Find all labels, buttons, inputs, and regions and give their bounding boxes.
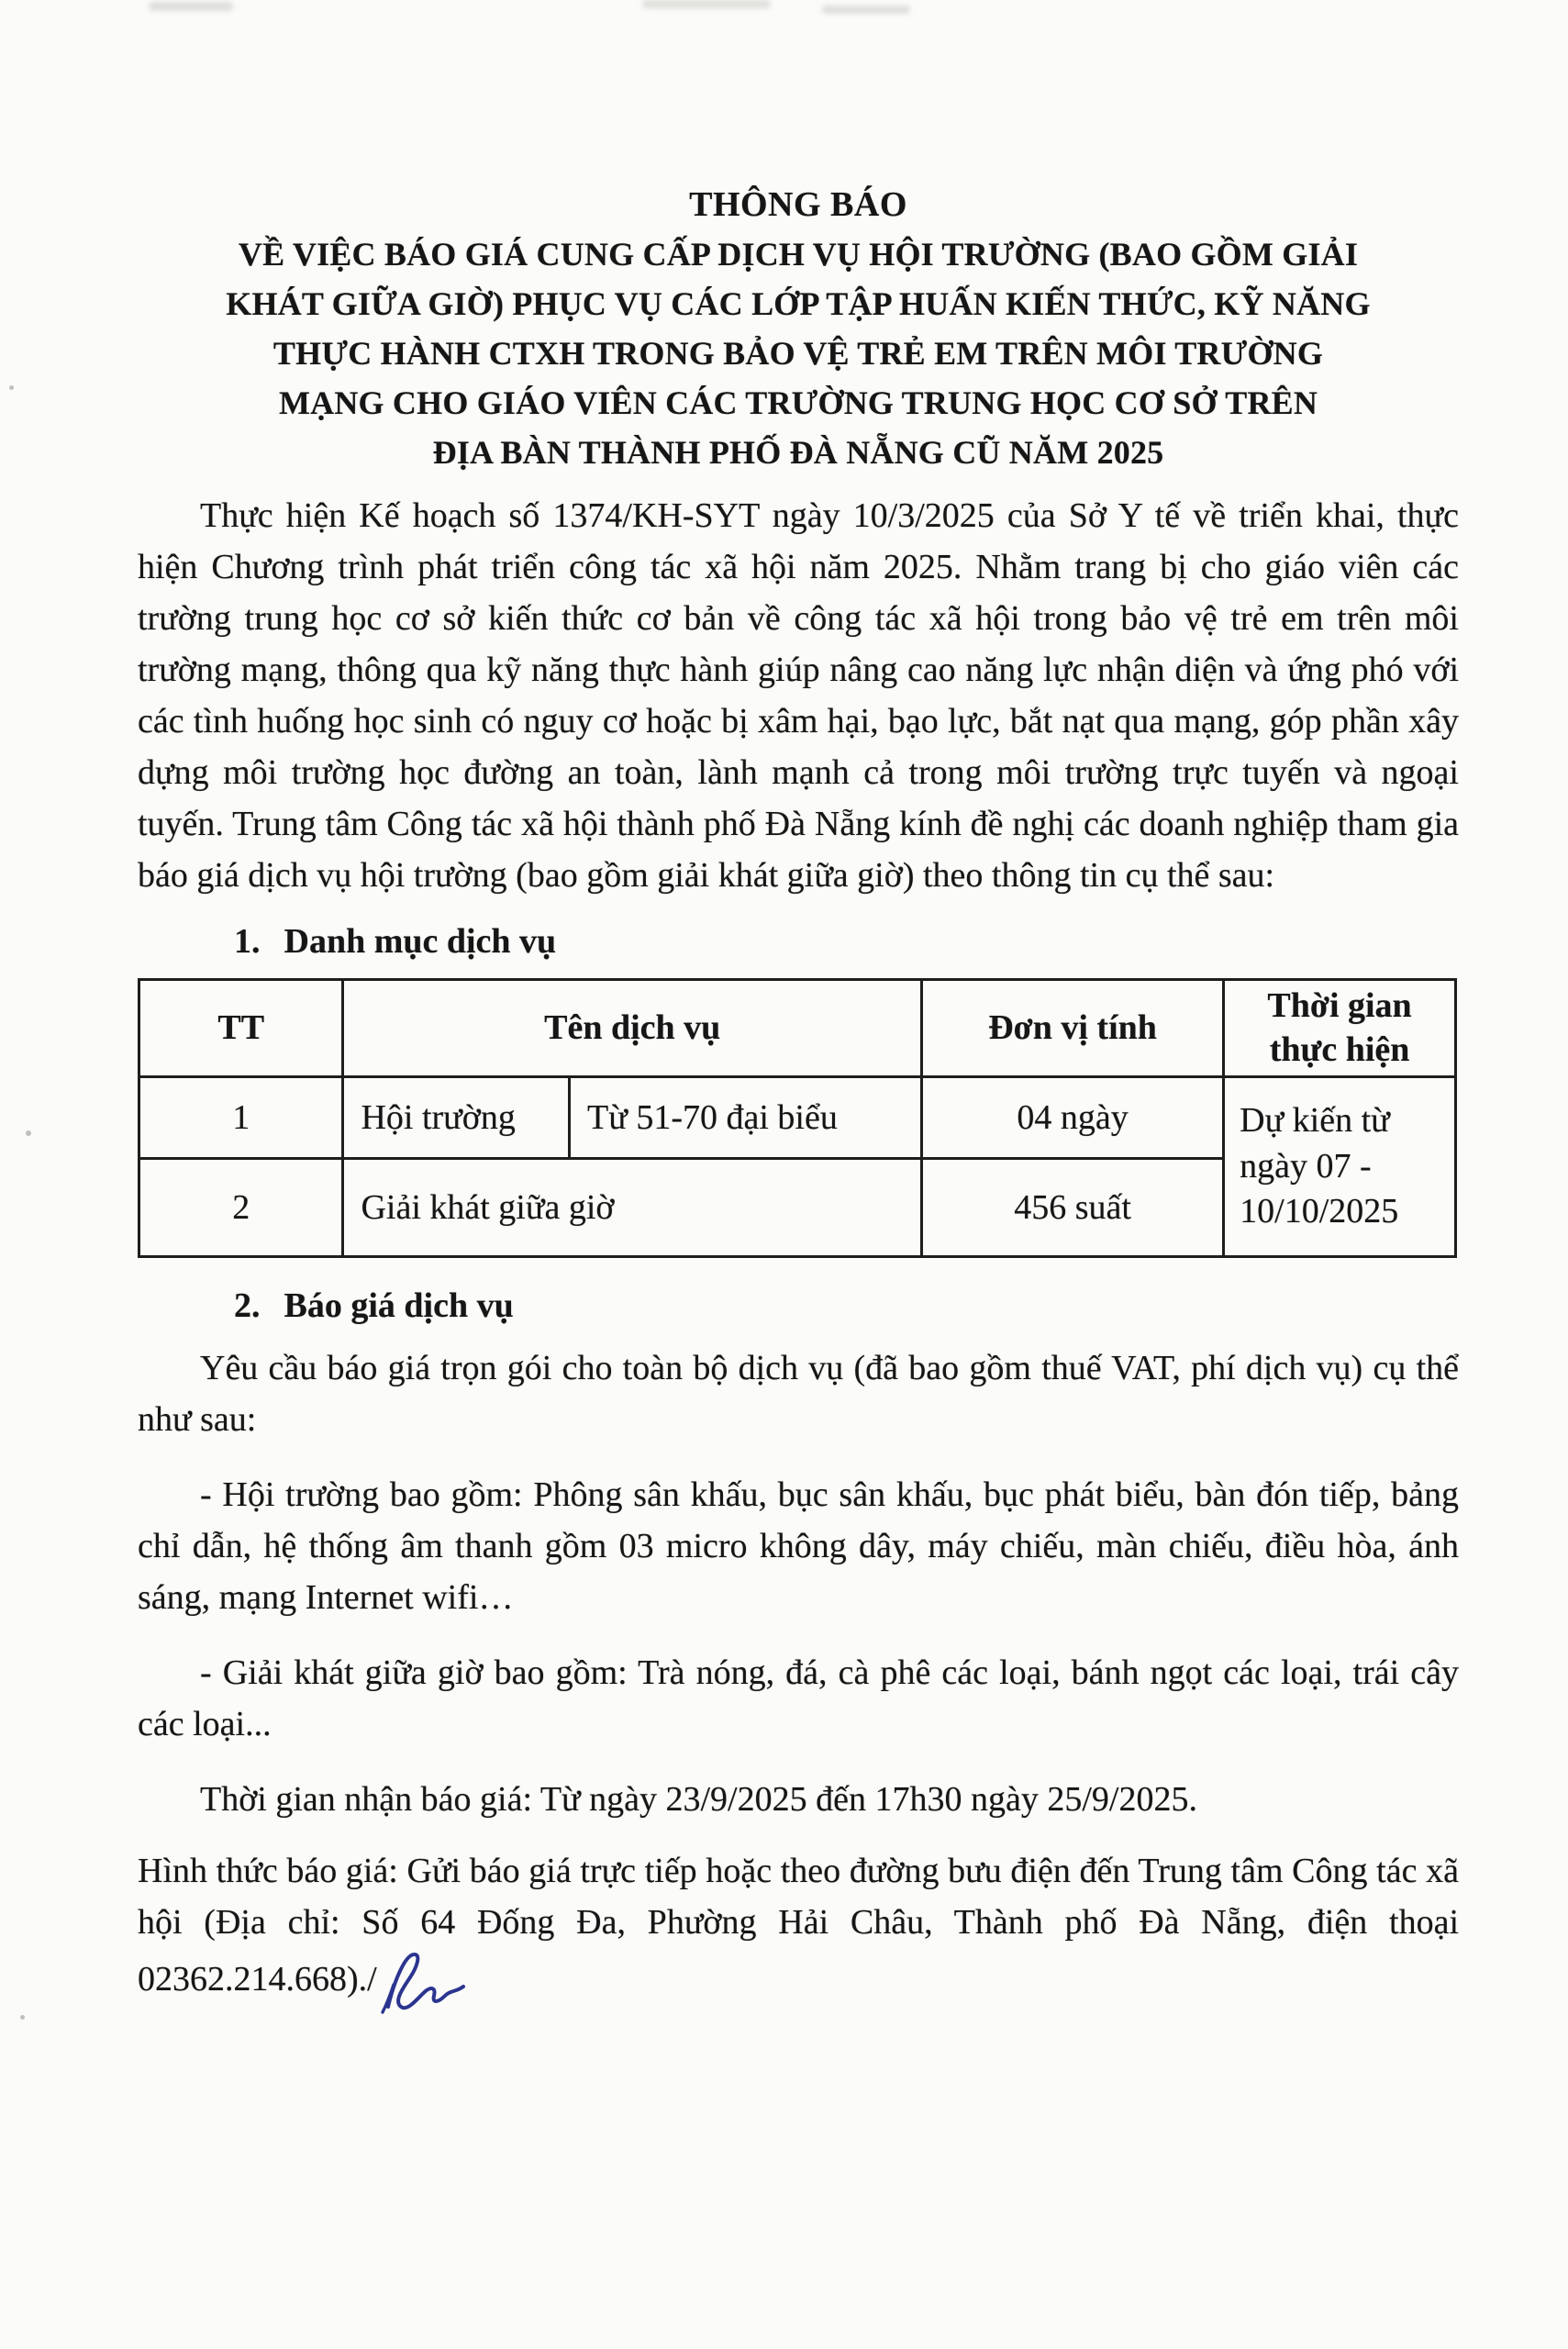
deadline-paragraph: Thời gian nhận báo giá: Từ ngày 23/9/2025 đến 17h30 ngày 25/9/2025. [200,1780,1197,1819]
refreshment-includes-paragraph: - Giải khát giữa giờ bao gồm: Trà nóng, đá, cà phê các loại, bánh ngọt các loại, trái cây các loại... [138,1653,1459,1743]
services-table [138,978,1457,1258]
scanner-artifact [149,2,233,11]
document-subtitle-line: MẠNG CHO GIÁO VIÊN CÁC TRƯỜNG TRUNG HỌC CƠ SỞ TRÊN [278,384,1318,421]
scanner-artifact [822,6,910,14]
section2-heading [138,1286,1459,1326]
row1-number: 1 [139,1077,343,1159]
document-subtitle-line: ĐỊA BÀN THÀNH PHỐ ĐÀ NẴNG CŨ NĂM 2025 [432,434,1164,471]
submission-method-text: Hình thức báo giá: Gửi báo giá trực tiếp hoặc theo đường bưu điện đến Trung tâm Công tác xã hội (Địa chỉ: Số 64 Đống Đa, Phường Hải Châu, Thành phố Đà Nẵng, điện thoại 02362.214.668)./ [138,1852,1459,1998]
signature-initials-icon [379,1948,469,2038]
hall-includes-paragraph: - Hội trường bao gồm: Phông sân khấu, bục sân khấu, bục phát biểu, bàn đón tiếp, bảng chỉ dẫn, hệ thống âm thanh gồm 03 micro không dây, máy chiếu, màn chiếu, điều hòa, ánh sáng, mạng Internet wifi… [138,1475,1459,1617]
document-subtitle-line: THỰC HÀNH CTXH TRONG BẢO VỆ TRẺ EM TRÊN MÔI TRƯỜNG [272,335,1324,372]
table-row [139,1077,1456,1159]
section1-title: Danh mục dịch vụ [284,922,557,961]
intro-paragraph: Thực hiện Kế hoạch số 1374/KH-SYT ngày 10/3/2025 của Sở Y tế về triển khai, thực hiện Chương trình phát triển công tác xã hội năm 2025. Nhằm trang bị cho giáo viên các trường trung học cơ sở kiến thức cơ bản về công tác xã hội trong bảo vệ trẻ em trên môi trường mạng, thông qua kỹ năng thực hành giúp nâng cao năng lực nhận diện và ứng phó với các tình huống học sinh có nguy cơ hoặc bị xâm hại, bạo lực, bắt nạt qua mạng, góp phần xây dựng môi trường học đường an toàn, lành mạnh cả trong môi trường trực tuyến và ngoại tuyến. Trung tâm Công tác xã hội thành phố Đà Nẵng kính đề nghị các doanh nghiệp tham gia báo giá dịch vụ hội trường (bao gồm giải khát giữa giờ) theo thông tin cụ thể sau: [138,496,1459,895]
quote-requirement-paragraph: Yêu cầu báo giá trọn gói cho toàn bộ dịch vụ (đã bao gồm thuế VAT, phí dịch vụ) cụ thể như sau: [138,1349,1459,1439]
scan-speck [26,1130,31,1136]
scanner-artifact [642,0,771,8]
scan-speck [9,385,14,390]
table-header-unit: Đơn vị tính [921,980,1223,1077]
row2-number: 2 [139,1159,343,1257]
document-title: THÔNG BÁO [689,185,907,224]
section1-number: 1. [234,922,261,961]
table-header-time: Thời gian thực hiện [1224,980,1456,1077]
document-content [138,180,1459,2038]
row1-service: Hội trường [343,1077,570,1159]
table-header-row [139,980,1456,1077]
document-title-block [138,180,1459,477]
row1-detail: Từ 51-70 đại biểu [570,1077,922,1159]
section1-heading [138,921,1459,962]
section2-number: 2. [234,1286,261,1325]
row2-unit: 456 suất [921,1159,1223,1257]
table-header-tt: TT [139,980,343,1077]
document-subtitle-line: VỀ VIỆC BÁO GIÁ CUNG CẤP DỊCH VỤ HỘI TRƯỜNG (BAO GỒM GIẢI [238,236,1359,273]
schedule-cell: Dự kiến từ ngày 07 - 10/10/2025 [1224,1077,1456,1257]
row1-unit: 04 ngày [921,1077,1223,1159]
submission-method-paragraph [138,1845,1459,2038]
section2-title: Báo giá dịch vụ [284,1286,514,1325]
row2-service: Giải khát giữa giờ [343,1159,922,1257]
scan-speck [20,2015,25,2020]
table-header-service: Tên dịch vụ [343,980,922,1077]
document-subtitle-line: KHÁT GIỮA GIỜ) PHỤC VỤ CÁC LỚP TẬP HUẤN KIẾN THỨC, KỸ NĂNG [226,285,1371,322]
